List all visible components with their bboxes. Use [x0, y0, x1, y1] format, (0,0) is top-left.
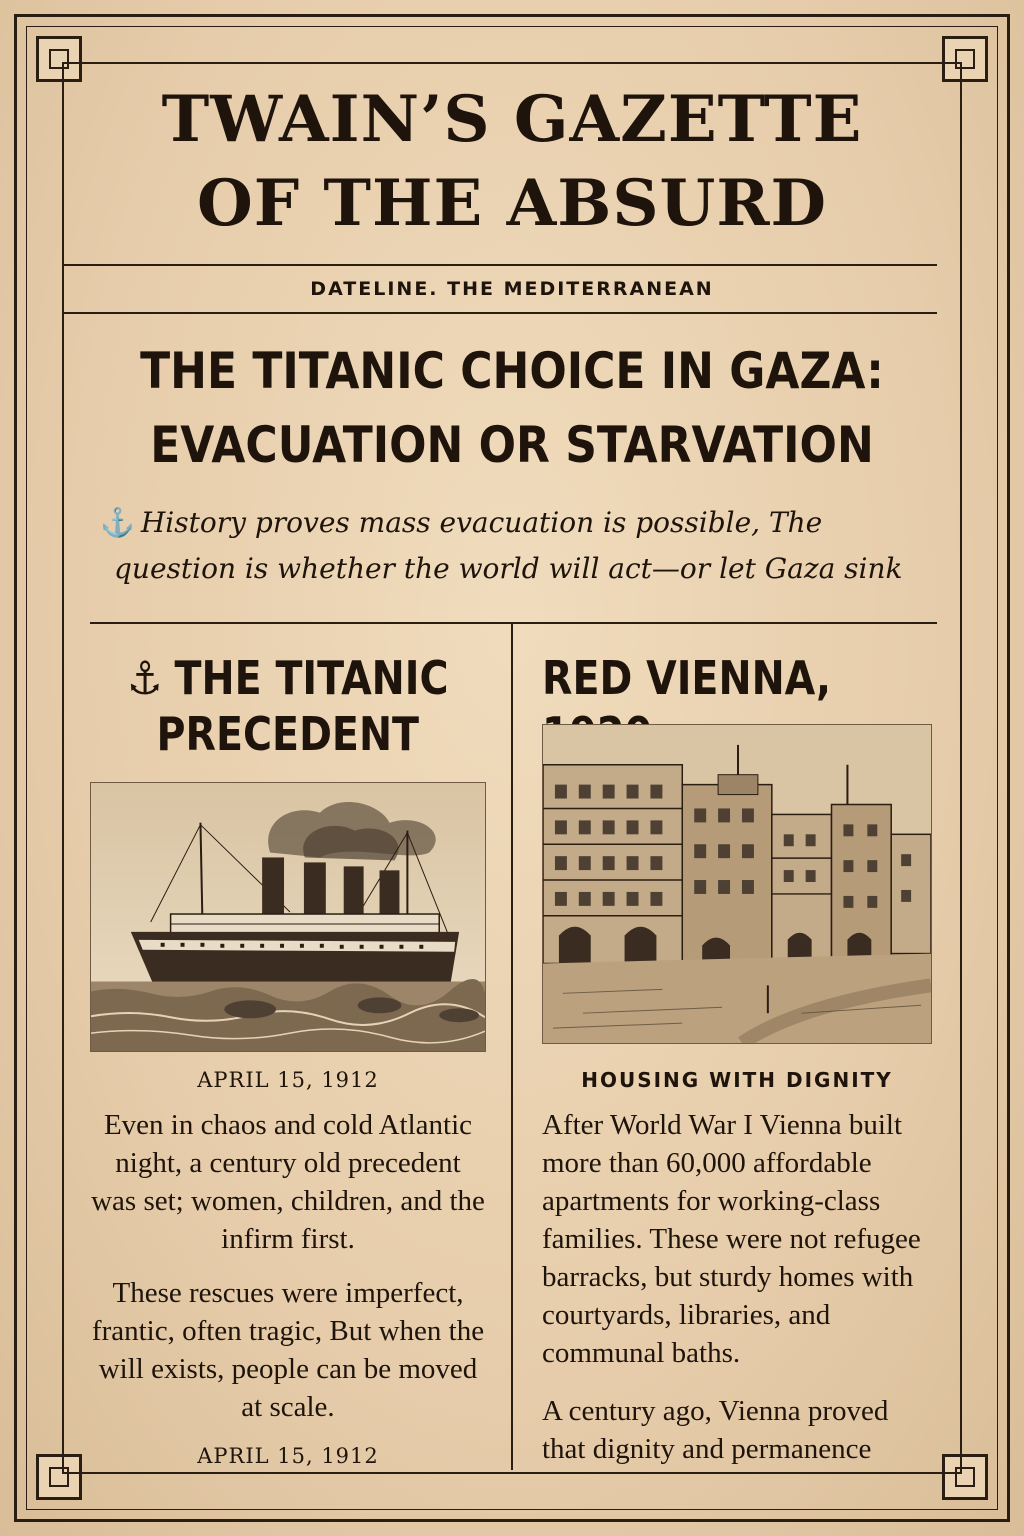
dateline-rule [62, 312, 937, 314]
right-paragraph-1: After World War I Vienna built more than 60,000 affordable apartments for working-class families. These were not refugee barracks, but sturdy homes with courtyards, libraries, and communal baths. [542, 1109, 921, 1369]
dateline: DATELINE. THE MEDITERRANEAN [310, 278, 714, 300]
left-paragraph-2: These rescues were imperfect, frantic, often tragic, But when the will exists, people can be moved at scale. [91, 1277, 485, 1423]
right-paragraph-2: A century ago, Vienna proved that dignity and permanence [542, 1395, 889, 1465]
subheadline-line-1: History proves mass evacuation is possible, The [140, 506, 823, 539]
left-caption-bottom: APRIL 15, 1912 [197, 1444, 379, 1468]
subheadline-line-2: question is whether the world will act—or let Gaza sink [114, 552, 903, 585]
masthead-line-2: OF THE ABSURD [196, 166, 828, 241]
right-column-title: RED VIENNA, [542, 651, 832, 705]
headline-line-1: THE TITANIC CHOICE IN GAZA: [140, 342, 884, 400]
left-column-title [90, 650, 486, 762]
masthead-rule [62, 264, 937, 266]
apartment-block-illustration [542, 724, 932, 1044]
ocean-liner-illustration [90, 782, 486, 1052]
headline [116, 334, 908, 482]
subheadline [100, 500, 940, 592]
headline-line-2: EVACUATION OR STARVATION [150, 416, 874, 474]
left-title-line-2: PRECEDENT [156, 707, 420, 761]
masthead [62, 78, 962, 246]
column-divider [511, 624, 513, 1470]
left-title-line-1: THE TITANIC [174, 651, 449, 705]
left-paragraph-1: Even in chaos and cold Atlantic night, a century old precedent was set; women, children, and the infirm first. [91, 1109, 485, 1255]
anchor-icon: ⚓ [100, 506, 135, 539]
anchor-icon: ⚓ [127, 651, 163, 705]
right-caption: HOUSING WITH DIGNITY [581, 1068, 893, 1092]
masthead-line-1: TWAIN’S GAZETTE [161, 82, 863, 157]
left-caption: APRIL 15, 1912 [197, 1068, 379, 1092]
section-rule [90, 622, 937, 624]
